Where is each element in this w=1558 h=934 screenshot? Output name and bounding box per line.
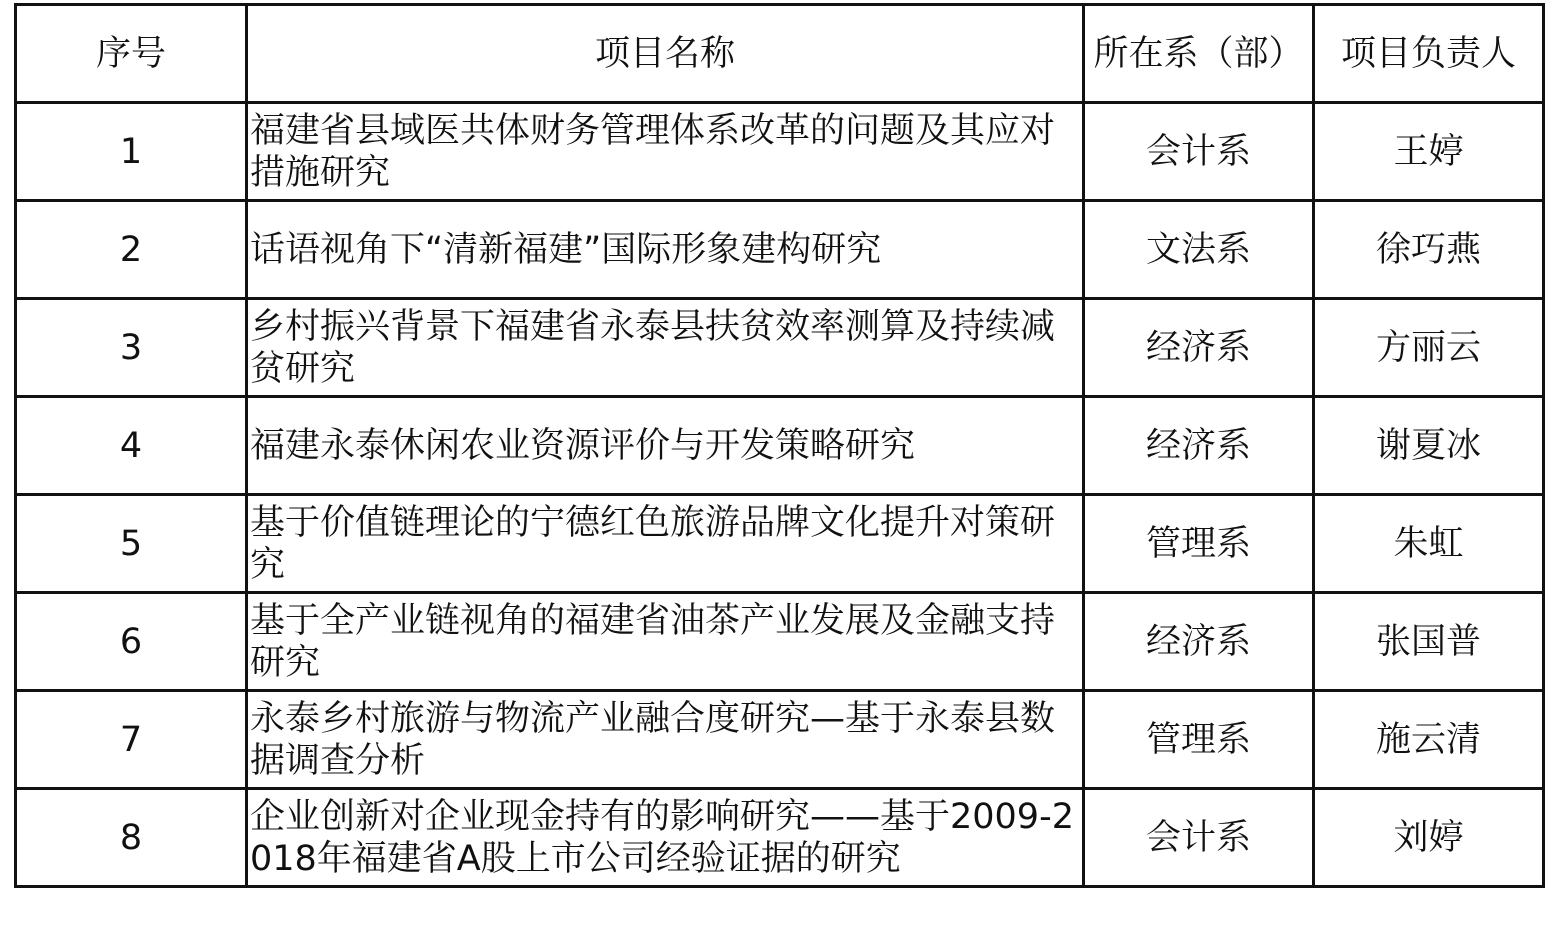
table-row xyxy=(16,789,1544,887)
cell-project-leader: 方丽云 xyxy=(1314,299,1544,397)
cell-project-name: 福建永泰休闲农业资源评价与开发策略研究 xyxy=(247,397,1084,495)
header-name: 项目名称 xyxy=(247,5,1084,103)
cell-project-name: 话语视角下“清新福建”国际形象建构研究 xyxy=(247,201,1084,299)
cell-num: 8 xyxy=(16,789,247,887)
table-row xyxy=(16,495,1544,593)
header-lead: 项目负责人 xyxy=(1314,5,1544,103)
cell-project-leader: 施云清 xyxy=(1314,691,1544,789)
cell-project-leader: 王婷 xyxy=(1314,103,1544,201)
cell-project-name: 乡村振兴背景下福建省永泰县扶贫效率测算及持续减贫研究 xyxy=(247,299,1084,397)
cell-department: 会计系 xyxy=(1084,103,1314,201)
header-dept: 所在系（部） xyxy=(1084,5,1314,103)
table-row xyxy=(16,593,1544,691)
cell-num: 5 xyxy=(16,495,247,593)
table-row xyxy=(16,201,1544,299)
cell-project-leader: 谢夏冰 xyxy=(1314,397,1544,495)
cell-department: 管理系 xyxy=(1084,495,1314,593)
cell-num: 7 xyxy=(16,691,247,789)
cell-project-name: 福建省县域医共体财务管理体系改革的问题及其应对措施研究 xyxy=(247,103,1084,201)
cell-project-name: 基于全产业链视角的福建省油茶产业发展及金融支持研究 xyxy=(247,593,1084,691)
cell-num: 1 xyxy=(16,103,247,201)
header-num: 序号 xyxy=(16,5,247,103)
cell-department: 会计系 xyxy=(1084,789,1314,887)
cell-num: 2 xyxy=(16,201,247,299)
cell-project-leader: 刘婷 xyxy=(1314,789,1544,887)
cell-department: 管理系 xyxy=(1084,691,1314,789)
header-row xyxy=(16,5,1544,103)
project-table xyxy=(14,3,1545,888)
cell-project-name: 基于价值链理论的宁德红色旅游品牌文化提升对策研究 xyxy=(247,495,1084,593)
cell-department: 经济系 xyxy=(1084,593,1314,691)
cell-project-leader: 张国普 xyxy=(1314,593,1544,691)
cell-department: 经济系 xyxy=(1084,397,1314,495)
cell-num: 3 xyxy=(16,299,247,397)
table-row xyxy=(16,103,1544,201)
table-row xyxy=(16,691,1544,789)
cell-project-leader: 徐巧燕 xyxy=(1314,201,1544,299)
cell-num: 6 xyxy=(16,593,247,691)
cell-department: 文法系 xyxy=(1084,201,1314,299)
cell-num: 4 xyxy=(16,397,247,495)
table-row xyxy=(16,299,1544,397)
cell-project-leader: 朱虹 xyxy=(1314,495,1544,593)
cell-department: 经济系 xyxy=(1084,299,1314,397)
cell-project-name: 永泰乡村旅游与物流产业融合度研究—基于永泰县数据调查分析 xyxy=(247,691,1084,789)
cell-project-name: 企业创新对企业现金持有的影响研究——基于2009-2018年福建省A股上市公司经验证据的研究 xyxy=(247,789,1084,887)
table-row xyxy=(16,397,1544,495)
